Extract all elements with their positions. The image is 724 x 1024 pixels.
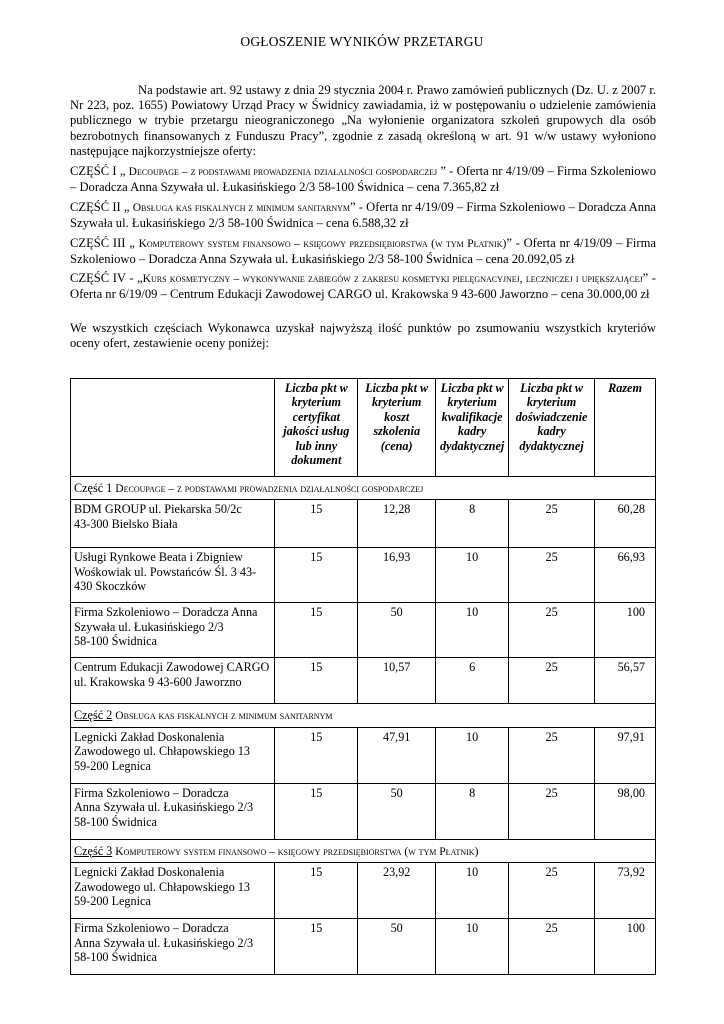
- header-cost-points: Liczba pkt w kryterium koszt szkolenia (cena): [358, 379, 436, 477]
- section-row: [71, 704, 656, 727]
- firm-cell: Firma Szkoleniowo – Doradcza Anna Szywała ul. Łukasińskiego 2/3 58-100 Świdnica: [71, 783, 275, 839]
- section-name: Decoupage – z podstawami prowadzenia działalności gospodarczej: [115, 483, 424, 495]
- table-row: [71, 603, 656, 658]
- firm-cell: Legnicki Zakład Doskonalenia Zawodowego ul. Chłapowskiego 13 59-200 Legnica: [71, 727, 275, 783]
- total-cell: 60,28: [595, 500, 656, 548]
- cost-points-cell: 12,28: [358, 500, 436, 548]
- qualification-points-cell: 10: [436, 603, 509, 658]
- part-3-name: Komputerowy system finansowo – księgowy przedsiębiorstwa (w tym Płatnik): [138, 238, 507, 250]
- qualification-points-cell: 10: [436, 548, 509, 603]
- part-2-details: ” - Oferta nr 4/19/09 – Firma Szkoleniowo – Doradcza Anna Szywała ul. Łukasińskiego 2/3 58-100 Świdnica – cena 6.588,32 zł: [70, 200, 656, 231]
- experience-points-cell: 25: [509, 863, 595, 919]
- table-body: [71, 477, 656, 975]
- part-1-paragraph: [70, 164, 656, 195]
- section-label: Część 3: [74, 843, 113, 858]
- total-cell: 66,93: [595, 548, 656, 603]
- cost-points-cell: 16,93: [358, 548, 436, 603]
- part-3-paragraph: [70, 236, 656, 267]
- table-row: [71, 783, 656, 839]
- firm-cell: Usługi Rynkowe Beata i Zbigniew Wośkowiak ul. Powstańców Śl. 3 43-430 Skoczków: [71, 548, 275, 603]
- cost-points-cell: 47,91: [358, 727, 436, 783]
- section-label: Część 2: [74, 708, 113, 723]
- qualification-points-cell: 8: [436, 783, 509, 839]
- cost-points-cell: 50: [358, 919, 436, 975]
- experience-points-cell: 25: [509, 727, 595, 783]
- part-1-name: Decoupage – z podstawami prowadzenia działalności gospodarczej: [128, 166, 438, 178]
- document-title: OGŁOSZENIE WYNIKÓW PRZETARGU: [240, 34, 484, 49]
- table-row: [71, 548, 656, 603]
- certificate-points-cell: 15: [275, 500, 358, 548]
- cost-points-cell: 50: [358, 603, 436, 658]
- table-row: [71, 658, 656, 704]
- qualification-points-cell: 8: [436, 500, 509, 548]
- part-4-details: ” - Oferta nr 6/19/09 – Centrum Edukacji Zawodowej CARGO ul. Krakowska 9 43-600 Jaworzno – cena 30.000,00 zł: [70, 271, 656, 302]
- experience-points-cell: 25: [509, 919, 595, 975]
- part-2-name: Obsługa kas fiskalnych z minimum sanitarnym: [132, 202, 351, 214]
- header-experience-points: Liczba pkt w kryterium doświadczenie kadry dydaktycznej: [509, 379, 595, 477]
- table-row: [71, 727, 656, 783]
- firm-cell: Centrum Edukacji Zawodowej CARGO ul. Krakowska 9 43-600 Jaworzno: [71, 658, 275, 704]
- part-4-paragraph: [70, 271, 656, 302]
- total-cell: 56,57: [595, 658, 656, 704]
- qualification-points-cell: 6: [436, 658, 509, 704]
- header-qualification-points: Liczba pkt w kryterium kwalifikacje kadry dydaktycznej: [436, 379, 509, 477]
- section-header: [71, 704, 656, 727]
- firm-cell: Firma Szkoleniowo – Doradcza Anna Szywała ul. Łukasińskiego 2/3 58-100 Świdnica: [71, 919, 275, 975]
- section-name: Obsługa kas fiskalnych z minimum sanitarnym: [115, 710, 333, 723]
- part-3-details: ” - Oferta nr 4/19/09 – Firma Szkoleniowo – Doradcza Anna Szywała ul. Łukasińskiego 2/3 58-100 Świdnica – cena 20.092,05 zł: [70, 236, 657, 267]
- header-total: Razem: [595, 379, 656, 477]
- summary-paragraph: We wszystkich częściach Wykonawca uzyskał najwyższą ilość punktów po zsumowaniu wszystkich kryteriów oceny ofert, zestawienie oceny poniżej:: [70, 321, 656, 351]
- table-row: [71, 500, 656, 548]
- section-name: Komputerowy system finansowo – księgowy przedsiębiorstwa (w tym Płatnik): [115, 845, 479, 858]
- table-header-row: [71, 379, 656, 477]
- firm-cell: Legnicki Zakład Doskonalenia Zawodowego ul. Chłapowskiego 13 59-200 Legnica: [71, 863, 275, 919]
- firm-cell: Firma Szkoleniowo – Doradcza Anna Szywała ul. Łukasińskiego 2/3 58-100 Świdnica: [71, 603, 275, 658]
- part-2-prefix: CZĘŚĆ II „: [70, 200, 133, 214]
- part-3-prefix: CZĘŚĆ III „: [70, 236, 139, 250]
- qualification-points-cell: 10: [436, 919, 509, 975]
- part-2-paragraph: [70, 200, 656, 231]
- certificate-points-cell: 15: [275, 658, 358, 704]
- experience-points-cell: 25: [509, 658, 595, 704]
- qualification-points-cell: 10: [436, 863, 509, 919]
- experience-points-cell: 25: [509, 783, 595, 839]
- total-cell: 98,00: [595, 783, 656, 839]
- experience-points-cell: 25: [509, 548, 595, 603]
- table-row: [71, 919, 656, 975]
- section-label: Część 1: [74, 481, 113, 495]
- evaluation-table: [70, 378, 656, 975]
- certificate-points-cell: 15: [275, 727, 358, 783]
- cost-points-cell: 23,92: [358, 863, 436, 919]
- section-header: [71, 477, 656, 500]
- total-cell: 73,92: [595, 863, 656, 919]
- cost-points-cell: 10,57: [358, 658, 436, 704]
- experience-points-cell: 25: [509, 500, 595, 548]
- part-1-prefix: CZĘŚĆ I „: [70, 164, 129, 178]
- part-4-name: Kurs kosmetyczny – wykonywanie zabiegów z zakresu kosmetyki pielęgnacyjnej, leczniczej i upiększającej: [142, 273, 643, 285]
- header-firm: [71, 379, 275, 477]
- qualification-points-cell: 10: [436, 727, 509, 783]
- section-row: [71, 477, 656, 500]
- experience-points-cell: 25: [509, 603, 595, 658]
- section-row: [71, 839, 656, 862]
- certificate-points-cell: 15: [275, 919, 358, 975]
- table-row: [71, 863, 656, 919]
- header-certificate-points: Liczba pkt w kryterium certyfikat jakości usług lub inny dokument: [275, 379, 358, 477]
- total-cell: 100: [595, 603, 656, 658]
- firm-cell: BDM GROUP ul. Piekarska 50/2c 43-300 Bielsko Biała: [71, 500, 275, 548]
- part-4-prefix: CZĘŚĆ IV - „: [70, 271, 143, 285]
- part-1-details: ” - Oferta nr 4/19/09 – Firma Szkoleniowo – Doradcza Anna Szywała ul. Łukasińskiego 2/3 58-100 Świdnica – cena 7.365,82 zł: [70, 164, 656, 195]
- total-cell: 100: [595, 919, 656, 975]
- section-header: [71, 839, 656, 862]
- cost-points-cell: 50: [358, 783, 436, 839]
- intro-text: Na podstawie art. 92 ustawy z dnia 29 stycznia 2004 r. Prawo zamówień publicznych (Dz. U. z 2007 r. Nr 223, poz. 1655) Powiatowy Urząd Pracy w Świdnicy zawiadamia, iż w postępowaniu o udzielenie zamówienia publicznego w trybie przetargu nieograniczonego „Na wyłonienie organizatora szkoleń grupowych dla osób bezrobotnych finansowanych z Funduszu Pracy”, zgodnie z zasadą określoną w art. 91 w/w ustawy wyłoniono następujące najkorzystniejsze oferty:: [70, 83, 656, 158]
- certificate-points-cell: 15: [275, 603, 358, 658]
- total-cell: 97,91: [595, 727, 656, 783]
- intro-paragraph: [70, 83, 656, 159]
- certificate-points-cell: 15: [275, 783, 358, 839]
- certificate-points-cell: 15: [275, 863, 358, 919]
- certificate-points-cell: 15: [275, 548, 358, 603]
